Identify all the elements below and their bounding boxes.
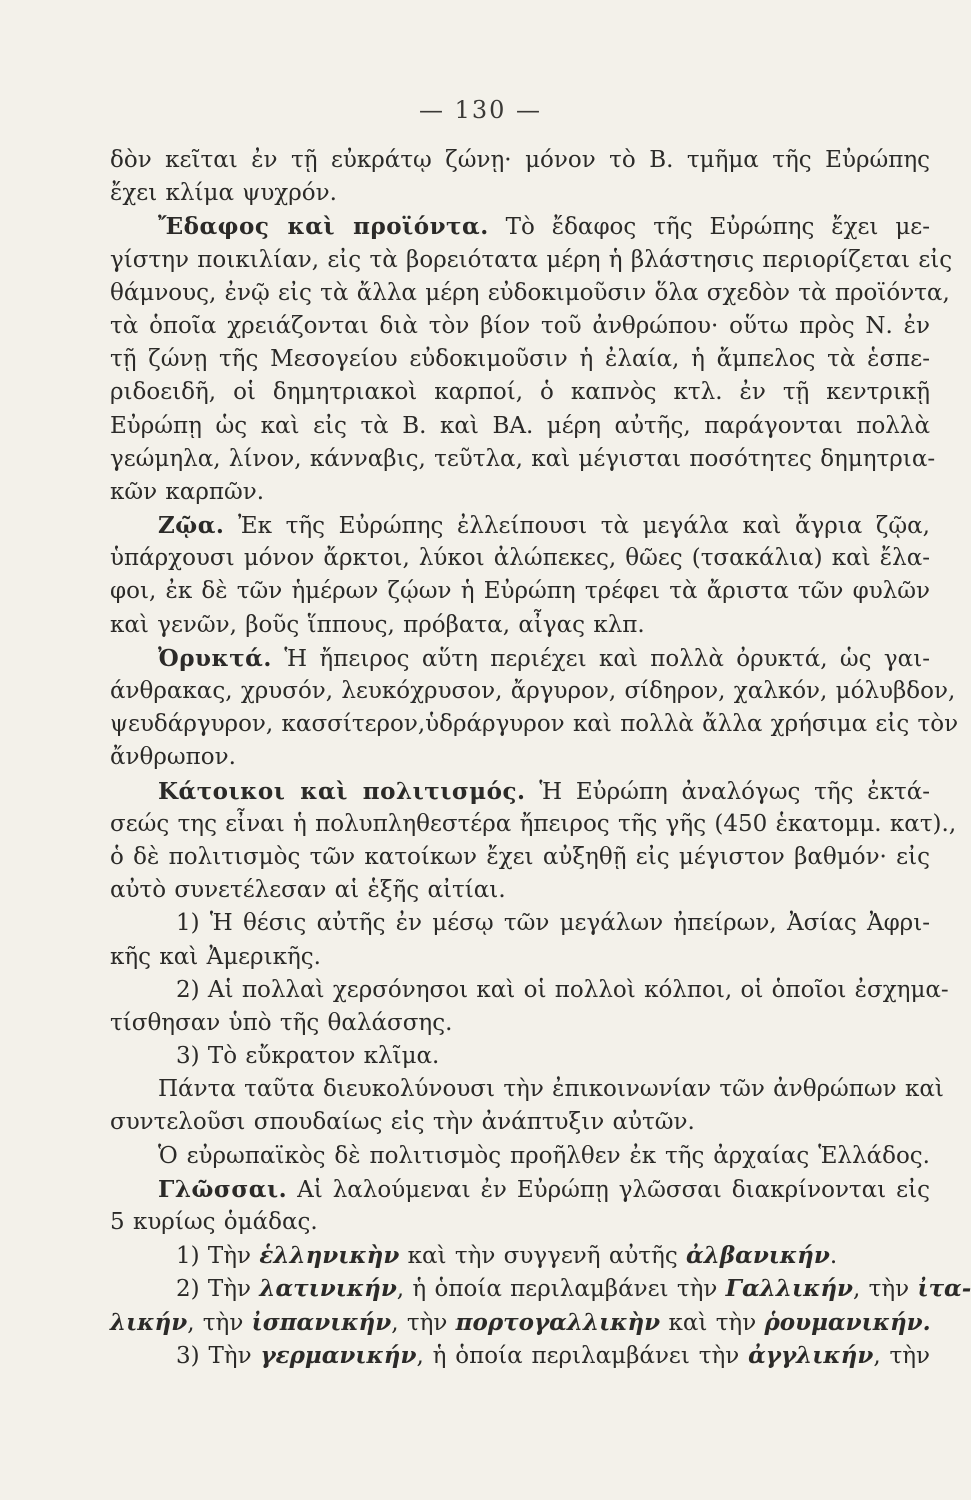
text-line <box>110 1073 944 1106</box>
text-line <box>110 144 930 177</box>
line-text: ἔχει κλίμα ψυχρόν. <box>110 180 337 207</box>
line-text: Ἡ ἤπειρος αὕτη περιέχει καὶ πολλὰ ὀρυκτά, ὡς γαι- <box>271 645 930 672</box>
text-line <box>110 874 930 907</box>
text-line <box>110 1239 930 1272</box>
section-heading: Ἔδαφος καὶ προϊόντα. <box>158 213 489 241</box>
text-line <box>110 343 930 376</box>
page-number: — 130 — <box>418 96 543 124</box>
text-line <box>110 509 930 542</box>
section-heading: Γλῶσσαι. <box>158 1175 288 1203</box>
line-text: Τὸ ἔδαφος τῆς Εὐρώπης ἔχει με- <box>488 214 930 241</box>
text-line <box>110 642 930 675</box>
line-text: δὸν κεῖται ἐν τῇ εὐκράτῳ ζώνῃ· μόνον τὸ Β. τμῆμα τῆς Εὐρώπης <box>110 147 930 173</box>
text-line <box>110 1306 930 1339</box>
line-text: θάμνους, ἐνῷ εἰς τὰ ἄλλα μέρη εὐδοκιμοῦσιν ὅλα σχεδὸν τὰ προϊόντα, <box>110 279 950 306</box>
body-text <box>110 144 971 1372</box>
text-line <box>110 708 959 741</box>
text-line <box>110 675 956 708</box>
section-heading: Ὀρυκτά. <box>158 644 272 672</box>
line-text: κῆς καὶ Ἀμερικῆς. <box>110 943 321 970</box>
line-text: καὶ τὴν συγγενῆ αὐτῆς <box>399 1243 687 1270</box>
line-text: , τὴν <box>873 1342 930 1369</box>
line-text: Ἐκ τῆς Εὐρώπης ἐλλείπουσι τὰ μεγάλα καὶ ἄγρια ζῷα, <box>224 513 930 540</box>
text-line <box>110 1040 930 1073</box>
text-line <box>110 244 953 277</box>
text-line <box>110 575 930 608</box>
text-line <box>110 1173 930 1206</box>
emphasized-term: πορτογαλλικὴν <box>455 1308 661 1336</box>
emphasized-term: γερμανικήν <box>260 1341 417 1369</box>
line-text: τίσθησαν ὑπὸ τῆς θαλάσσης. <box>110 1009 453 1036</box>
text-line <box>110 210 930 243</box>
text-line <box>110 1106 930 1139</box>
line-text: καὶ γενῶν, βοῦς ἵππους, πρόβατα, αἶγας κλπ. <box>110 611 645 638</box>
line-text: 3) Τὸ εὔκρατον κλῖμα. <box>176 1043 440 1070</box>
line-text: . <box>829 1243 838 1270</box>
line-text: , τὴν <box>853 1276 918 1303</box>
line-text: καὶ τὴν <box>660 1309 765 1336</box>
text-line <box>110 1272 971 1305</box>
emphasized-term: ἑλληνικὴν <box>259 1242 400 1270</box>
line-text: Ἡ Εὐρώπη ἀναλόγως τῆς ἐκτά- <box>525 778 930 805</box>
text-line <box>110 1206 930 1239</box>
emphasized-term: ἰσπανικήν <box>251 1308 392 1336</box>
line-text: τὰ ὁποῖα χρειάζονται διὰ τὸν βίον τοῦ ἀνθρώπου· οὕτω πρὸς Ν. ἐν <box>110 312 930 339</box>
text-line <box>110 609 930 642</box>
text-line <box>110 974 949 1007</box>
text-line <box>110 1140 930 1173</box>
emphasized-term: ῥουμανικήν. <box>764 1308 931 1336</box>
text-line <box>110 1339 930 1372</box>
line-text: , τὴν <box>187 1309 252 1336</box>
line-text: τῇ ζώνῃ τῆς Μεσογείου εὐδοκιμοῦσιν ἡ ἐλαία, ἡ ἄμπελος τὰ ἑσπε- <box>110 346 930 373</box>
line-text: κῶν καρπῶν. <box>110 478 265 505</box>
line-text: ὑπάρχουσι μόνον ἄρκτοι, λύκοι ἀλώπεκες, θῶες (τσακάλια) καὶ ἔλα- <box>110 545 930 572</box>
line-text: 2) Αἱ πολλαὶ χερσόνησοι καὶ οἱ πολλοὶ κόλποι, οἱ ὁποῖοι ἐσχημα- <box>176 976 949 1003</box>
line-text: συντελοῦσι σπουδαίως εἰς τὴν ἀνάπτυξιν αὐτῶν. <box>110 1109 695 1136</box>
line-text: , ἡ ὁποία περιλαμβάνει τὴν <box>416 1342 749 1369</box>
line-text: γεώμηλα, λίνον, κάνναβις, τεῦτλα, καὶ μέγισται ποσότητες δημητρια- <box>110 445 936 472</box>
text-line <box>110 410 930 443</box>
emphasized-term: ἀγγλικήν <box>748 1341 874 1369</box>
emphasized-term: λικήν <box>110 1308 188 1336</box>
text-line <box>110 376 930 409</box>
emphasized-term: ἰτα- <box>917 1275 971 1303</box>
emphasized-term: λατινικήν <box>259 1275 397 1303</box>
line-text: άνθρακας, χρυσόν, λευκόχρυσον, ἄργυρον, σίδηρον, χαλκόν, μόλυβδον, <box>110 678 956 704</box>
text-line <box>110 277 950 310</box>
line-text: φοι, ἐκ δὲ τῶν ἡμέρων ζῴων ἡ Εὐρώπη τρέφει τὰ ἄριστα τῶν φυλῶν <box>110 578 930 605</box>
text-line <box>110 443 936 476</box>
line-text: , ἡ ὁποία περιλαμβάνει τὴν <box>396 1276 726 1303</box>
text-line <box>110 741 930 774</box>
line-text: 1) Ἡ θέσις αὐτῆς ἐν μέσῳ τῶν μεγάλων ἠπείρων, Ἀσίας Ἀφρι- <box>176 910 930 937</box>
text-line <box>110 310 930 343</box>
section-heading: Ζῷα. <box>158 512 225 540</box>
text-line <box>110 177 930 210</box>
line-text: , τὴν <box>391 1309 456 1336</box>
section-heading: Κάτοικοι καὶ πολιτισμός. <box>158 777 526 805</box>
line-text: 5 κυρίως ὁμάδας. <box>110 1209 318 1235</box>
line-text: σεώς της εἶναι ἡ πολυπληθεστέρα ἤπειρος τῆς γῆς (450 ἑκατομμ. κατ)., <box>110 810 957 837</box>
text-line <box>110 808 957 841</box>
text-line <box>110 941 930 974</box>
text-line <box>110 542 930 575</box>
line-text: 2) Τὴν <box>176 1276 260 1303</box>
line-text: γίστην ποικιλίαν, εἰς τὰ βορειότατα μέρη ἡ βλάστησις περιορίζεται εἰς <box>110 246 953 273</box>
line-text: ψευδάργυρον, κασσίτερον,ὑδράργυρον καὶ πολλὰ ἄλλα χρήσιμα εἰς τὸν <box>110 711 959 738</box>
line-text: Αἱ λαλούμεναι ἐν Εὐρώπῃ γλῶσσαι διακρίνονται εἰς <box>287 1176 930 1203</box>
emphasized-term: Γαλλικήν <box>725 1275 854 1303</box>
text-line <box>110 841 930 874</box>
text-line <box>110 1007 930 1040</box>
line-text: ὁ δὲ πολιτισμὸς τῶν κατοίκων ἔχει αὐξηθῇ εἰς μέγιστον βαθμόν· εἰς <box>110 843 930 870</box>
line-text: 3) Τὴν <box>176 1342 261 1369</box>
line-text: ριδοειδῆ, οἱ δημητριακοὶ καρποί, ὁ καπνὸς κτλ. ἐν τῇ κεντρικῇ <box>110 379 930 406</box>
line-text: Εὐρώπῃ ὡς καὶ εἰς τὰ Β. καὶ ΒΑ. μέρη αὐτῆς, παράγονται πολλὰ <box>110 412 930 439</box>
line-text: αὐτὸ συνετέλεσαν αἱ ἑξῆς αἰτίαι. <box>110 877 506 904</box>
line-text: ἄνθρωπον. <box>110 744 236 771</box>
line-text: Πάντα ταῦτα διευκολύνουσι τὴν ἐπικοινωνίαν τῶν ἀνθρώπων καὶ <box>158 1076 944 1103</box>
text-line <box>110 907 930 940</box>
text-line <box>110 476 930 509</box>
line-text: Ὁ εὐρωπαϊκὸς δὲ πολιτισμὸς προῆλθεν ἐκ τῆς ἀρχαίας Ἑλλάδος. <box>158 1142 930 1169</box>
emphasized-term: ἀλβανικήν <box>686 1242 830 1270</box>
line-text: 1) Τὴν <box>176 1243 260 1270</box>
text-line <box>110 775 930 808</box>
